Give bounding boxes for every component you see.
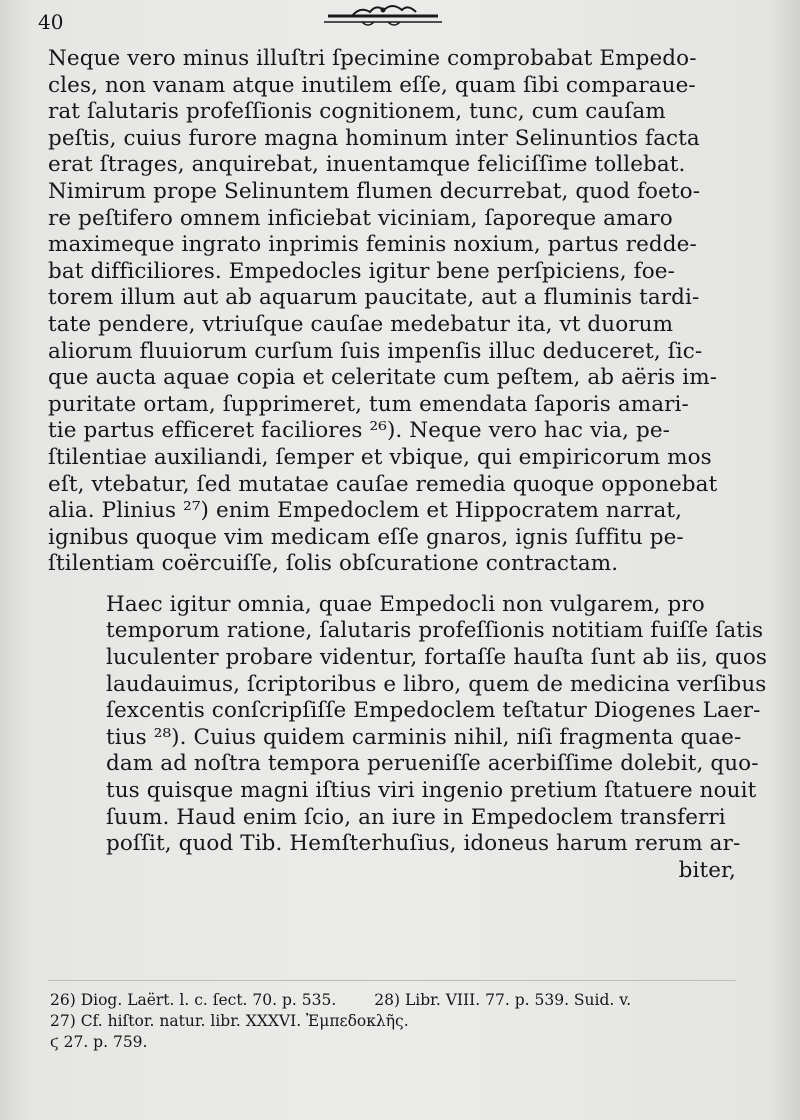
- footnote-row: [50, 990, 750, 1011]
- text-line: torem illum aut ab aquarum paucitate, aut a fluminis tardi-: [48, 285, 700, 311]
- text-line: Haec igitur omnia, quae Empedocli non vulgarem, pro: [106, 591, 705, 617]
- text-line: ſtilentiae auxiliandi, ſemper et vbique, qui empiricorum mos: [48, 444, 712, 470]
- text-line: aliorum fluuiorum curſum ſuis impenſis illuc deduceret, ſic-: [48, 338, 703, 364]
- text-line: ſuum. Haud enim ſcio, an iure in Empedoclem transferri: [106, 804, 726, 830]
- paragraph: [48, 46, 736, 578]
- text-line: temporum ratione, ſalutaris profeſſionis notitiam fuiſſe ſatis: [106, 618, 764, 644]
- text-line: dam ad noſtra tempora perueniſſe acerbiſſime dolebit, quo-: [106, 751, 759, 777]
- text-line: erat ſtrages, anquirebat, inuentamque feliciſſime tollebat.: [48, 152, 686, 178]
- text-line: tius ²⁸). Cuius quidem carminis nihil, niſi fragmenta quae-: [106, 724, 742, 750]
- text-line: bat difficiliores. Empedocles igitur bene perſpiciens, foe-: [48, 258, 675, 284]
- text-line: biter,: [678, 857, 736, 883]
- printers-ornament: [322, 4, 444, 30]
- page-number: 40: [38, 10, 64, 34]
- text-line: ignibus quoque vim medicam eſſe gnaros, ignis ſuffitu pe-: [48, 524, 684, 550]
- text-line: Neque vero minus illuſtri ſpecimine comprobabat Empedo-: [48, 46, 697, 71]
- text-line: maximeque ingrato inprimis feminis noxium, partus redde-: [48, 232, 697, 258]
- text-line: laudauimus, ſcriptoribus e libro, quem de medicina verſibus: [106, 671, 767, 697]
- paragraph: [48, 591, 768, 885]
- text-line: tie partus efficeret faciliores ²⁶). Neque vero hac via, pe-: [48, 418, 671, 444]
- text-line: luculenter probare videntur, fortaſſe hauſta ſunt ab iis, quos: [106, 645, 768, 671]
- text-line: tate pendere, vtriuſque cauſae medebatur ita, vt duorum: [48, 311, 674, 337]
- footnote-28: 28) Libr. VIII. 77. p. 539. Suid. v.: [374, 991, 632, 1009]
- text-line: peſtis, cuius furore magna hominum inter Selinuntios facta: [48, 125, 700, 151]
- text-line: eſt, vtebatur, ſed mutatae cauſae remedia quoque opponebat: [48, 471, 718, 497]
- text-line: puritate ortam, ſupprimeret, tum emendata ſaporis amari-: [48, 391, 689, 417]
- text-line: tus quisque magni iſtius viri ingenio pretium ſtatuere nouit: [106, 778, 757, 804]
- text-line: ſexcentis conſcripſiſſe Empedoclem teſtatur Diogenes Laer-: [106, 698, 761, 724]
- text-line: poſſit, quod Tib. Hemſterhuſius, idoneus harum rerum ar-: [106, 831, 741, 857]
- footnote-continuation: ϛ 27. p. 759.: [50, 1033, 148, 1051]
- text-line: cles, non vanam atque inutilem eſſe, quam ſibi comparaue-: [48, 72, 696, 98]
- footnotes: [50, 990, 750, 1053]
- text-line: rat ſalutaris profeſſionis cognitionem, tunc, cum cauſam: [48, 99, 666, 125]
- text-line: ſtilentiam coërcuiſſe, ſolis obſcuratione contractam.: [48, 551, 619, 577]
- body-text: [48, 46, 768, 884]
- footnote-27: 27) Cf. hiſtor. natur. libr. XXXVI. Ἐμπεδοκλῆς.: [50, 1012, 409, 1030]
- footnote-rule: [48, 980, 736, 981]
- text-line: que aucta aquae copia et celeritate cum peſtem, ab aëris im-: [48, 365, 718, 391]
- text-line: alia. Plinius ²⁷) enim Empedoclem et Hippocratem narrat,: [48, 498, 683, 524]
- text-line: Nimirum prope Selinuntem flumen decurrebat, quod foeto-: [48, 178, 701, 204]
- text-line: re peſtifero omnem inficiebat viciniam, ſaporeque amaro: [48, 205, 673, 231]
- footnote-26: 26) Diog. Laërt. l. c. ſect. 70. p. 535.: [50, 991, 337, 1009]
